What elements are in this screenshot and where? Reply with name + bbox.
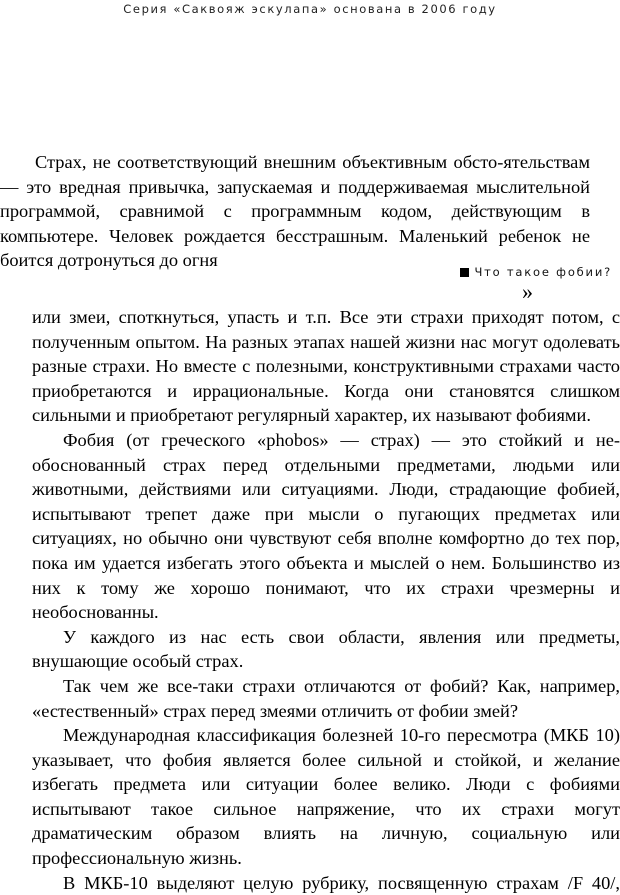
- paragraph-icd10-rubric: В МКБ-10 выделяют целую рубрику, посвященную страхам /F 40/,: [63, 872, 620, 893]
- square-bullet-icon: [460, 268, 469, 277]
- running-head-title: Что такое фобии?: [474, 265, 612, 279]
- paragraph-continuation: или змеи, споткнуться, упасть и т.п. Все эти страхи приходят потом, с полученным опытом. На разных этапах нашей жизни нас могут одолевать разные страхи. Но вместе с полезными, конструктивными страхами часто приобретаются и иррациональные. Когда они становятся слишком сильными и приобретают регулярный характер, их называют фобиями.: [32, 307, 620, 426]
- series-header: Серия «Саквояж эскулапа» основана в 2006 году: [123, 2, 497, 16]
- top-paragraph-block: [0, 150, 590, 273]
- main-text-block: [32, 305, 620, 895]
- paragraph-question: Так чем же все-таки страхи отличаются от фобий? Как, например, «естественный» страх перед змеями отличить от фобии змей?: [32, 675, 620, 721]
- top-paragraph: Страх, не соответствующий внешним объективным обсто-ятельствам — это вредная привычка, запускаемая и поддерживаемая мыслительной программой, сравнимой с программным кодом, действующим в компьютере. Человек рождается бесстрашным. Маленький ребенок не боится дотронуться до огня: [0, 152, 590, 271]
- paragraph-own-fears: У каждого из нас есть свои области, явления или предметы, внушающие особый страх.: [32, 626, 620, 672]
- continuation-mark: »: [522, 279, 533, 304]
- paragraph-phobia-definition: Фобия (от греческого «phobos» — страх) — это стойкий и не-обоснованный страх перед отдельными предметами, людьми или животными, действиями или ситуациями. Люди, страдающие фобией, испытывают трепет даже при мысли о пугающих предметах или ситуациях, но обычно они чувствуют себя вполне комфортно до тех пор, пока им удается избегать этого объекта и мыслей о нем. Большинство из них к тому же хорошо понимают, что их страхи чрезмерны и необоснованны.: [32, 429, 620, 623]
- running-head: [460, 265, 612, 279]
- paragraph-icd10: Международная классификация болезней 10-го пересмотра (МКБ 10) указывает, что фобия является более сильной и стойкой, и желание избегать предмета или ситуации более велико. Люди с фобиями испытывают такое сильное напряжение, что их страхи могут драматическим образом влиять на личную, социальную или профессиональную жизнь.: [32, 725, 620, 869]
